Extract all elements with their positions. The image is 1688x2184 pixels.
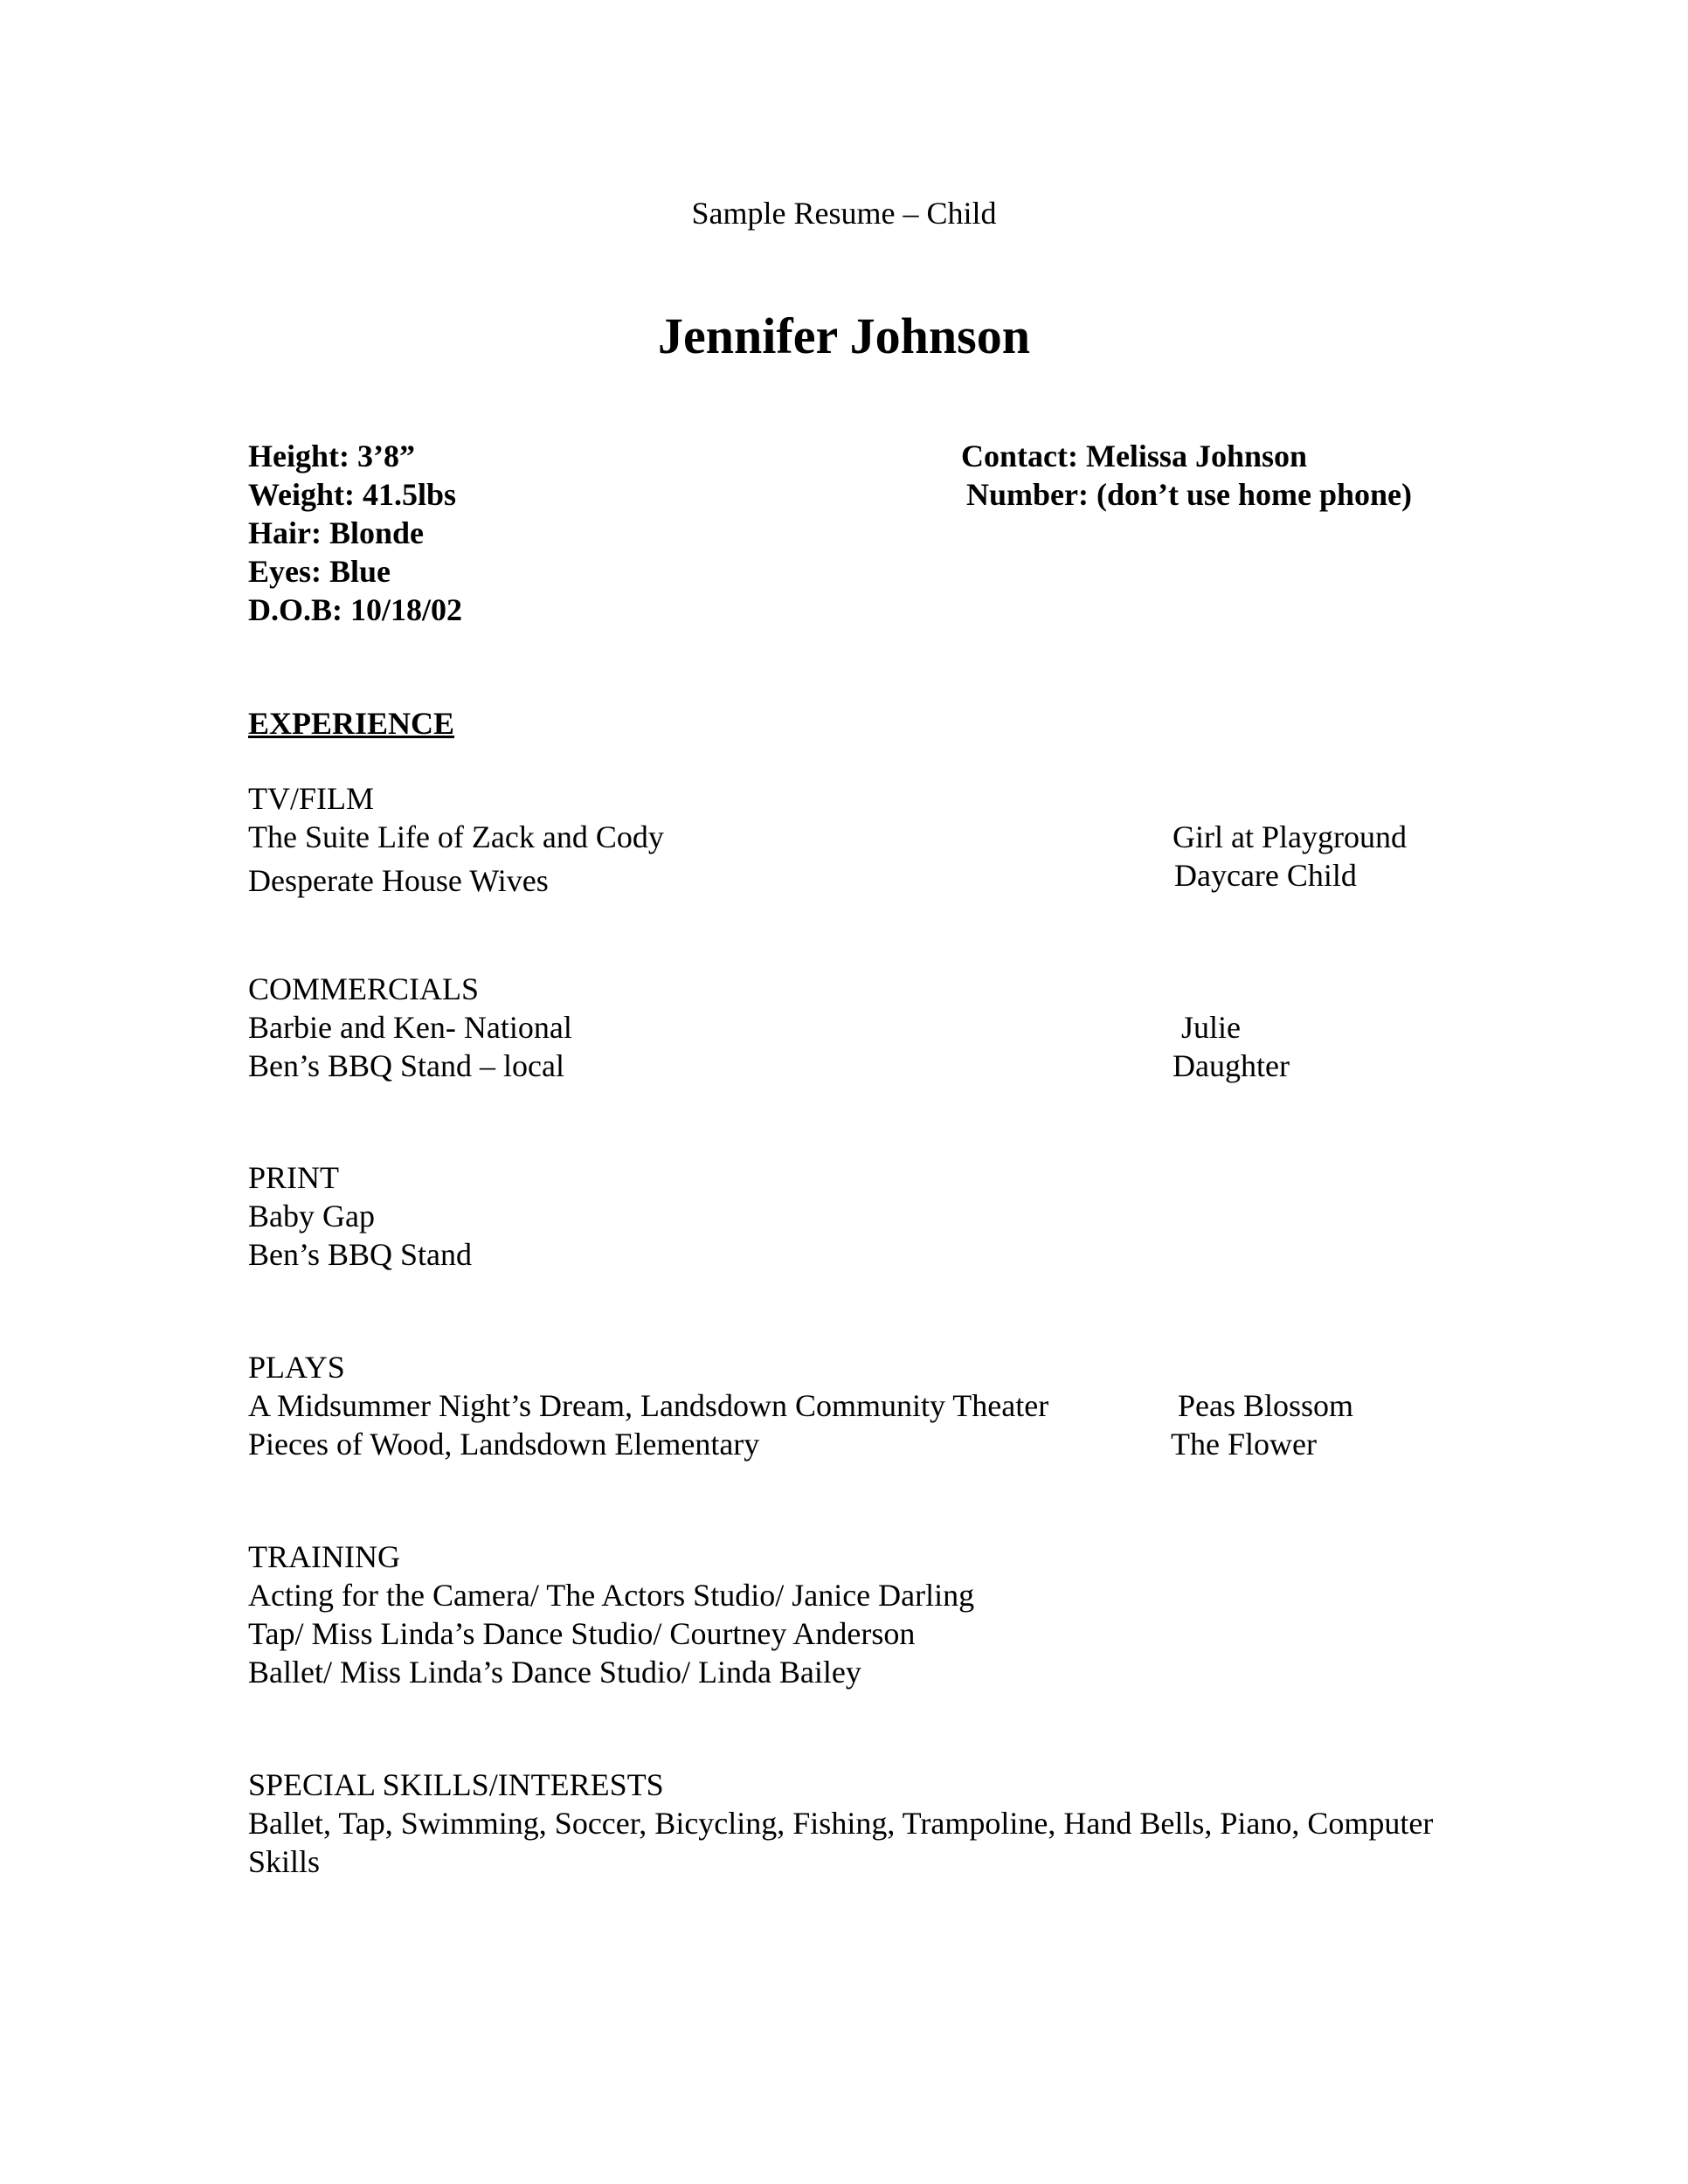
credit-row	[248, 818, 1611, 856]
credit-title: Barbie and Ken- National	[248, 1010, 572, 1045]
training-item: Ballet/ Miss Linda’s Dance Studio/ Linda Bailey	[248, 1655, 861, 1690]
credit-row	[248, 1008, 1611, 1047]
credit-role: Daycare Child	[1174, 858, 1357, 893]
print-title: PRINT	[248, 1160, 340, 1195]
credit-row	[248, 1047, 1611, 1085]
credit-role: The Flower	[1171, 1427, 1317, 1462]
credit-role: Peas Blossom	[1178, 1388, 1354, 1423]
credit-title: Ben’s BBQ Stand – local	[248, 1048, 564, 1083]
stat-weight: Weight: 41.5lbs	[248, 477, 457, 512]
contact-name: Contact: Melissa Johnson	[961, 439, 1308, 473]
plays-title: PLAYS	[248, 1350, 345, 1385]
print-item: Ben’s BBQ Stand	[248, 1237, 473, 1272]
commercials-title: COMMERCIALS	[248, 971, 480, 1006]
experience-heading: EXPERIENCE	[248, 706, 455, 741]
special-skills-text: Ballet, Tap, Swimming, Soccer, Bicycling, Fishing, Trampoline, Hand Bells, Piano, Computer Skills	[248, 1806, 1434, 1879]
credit-row	[248, 856, 1611, 903]
stat-dob: D.O.B: 10/18/02	[248, 592, 463, 627]
tv-film-title: TV/FILM	[248, 781, 374, 816]
print-section	[248, 1158, 1611, 1274]
special-skills-section	[248, 1766, 1611, 1881]
plays-section	[248, 1348, 1611, 1463]
physical-stats	[248, 437, 860, 629]
credit-row	[248, 1386, 1611, 1425]
credit-title: The Suite Life of Zack and Cody	[248, 819, 664, 854]
stat-height: Height: 3’8”	[248, 439, 415, 473]
credit-title: Pieces of Wood, Landsdown Elementary	[248, 1427, 760, 1462]
credit-role: Julie	[1181, 1010, 1241, 1045]
training-section	[248, 1538, 1611, 1691]
special-skills-title: SPECIAL SKILLS/INTERESTS	[248, 1767, 664, 1802]
stat-eyes: Eyes: Blue	[248, 554, 391, 589]
credit-role: Daughter	[1173, 1048, 1290, 1083]
credit-row	[248, 1425, 1611, 1463]
commercials-section	[248, 970, 1611, 1085]
credit-role: Girl at Playground	[1173, 819, 1407, 854]
print-item: Baby Gap	[248, 1199, 375, 1234]
training-title: TRAINING	[248, 1539, 400, 1574]
contact-block	[961, 437, 1625, 514]
training-item: Acting for the Camera/ The Actors Studio/ Janice Darling	[248, 1578, 975, 1613]
training-item: Tap/ Miss Linda’s Dance Studio/ Courtney Anderson	[248, 1616, 916, 1651]
credit-title: Desperate House Wives	[248, 863, 549, 898]
credit-title: A Midsummer Night’s Dream, Landsdown Community Theater	[248, 1388, 1049, 1423]
candidate-name: Jennifer Johnson	[658, 308, 1030, 364]
stat-hair: Hair: Blonde	[248, 515, 425, 550]
tv-film-section	[248, 779, 1611, 903]
document-header: Sample Resume – Child	[691, 196, 997, 231]
contact-number: Number: (don’t use home phone)	[966, 477, 1413, 512]
